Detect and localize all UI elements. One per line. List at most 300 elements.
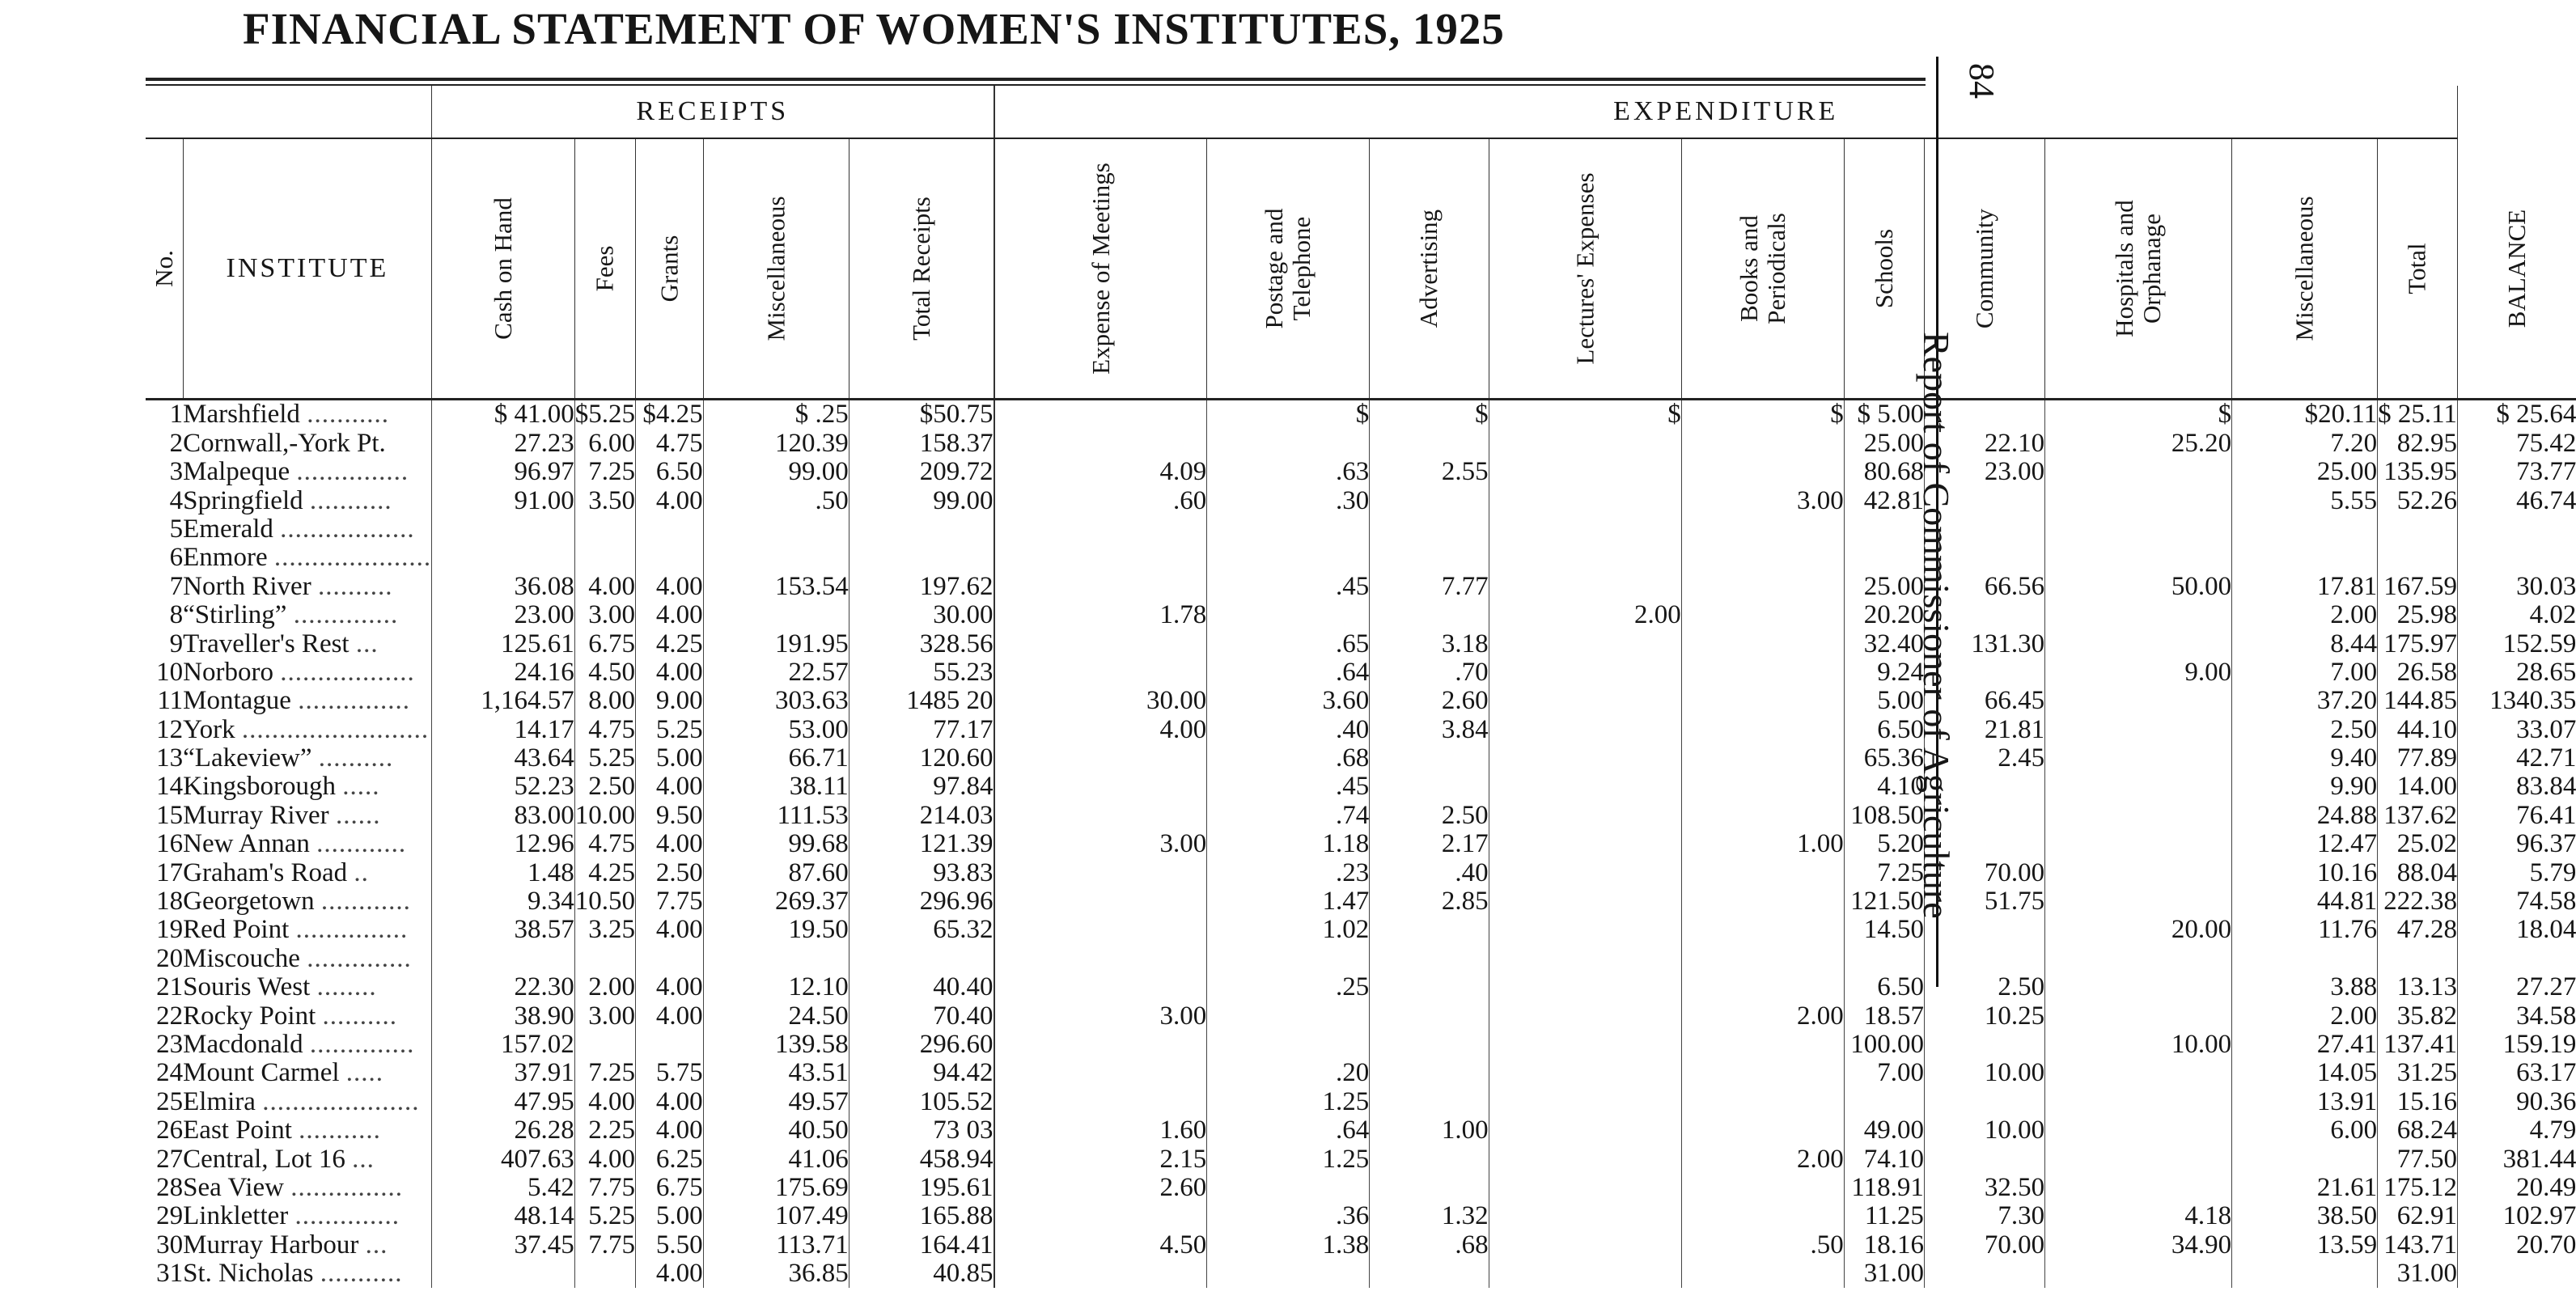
schools-cell: 25.00 xyxy=(1844,429,1924,457)
misc-expenditure-cell: 17.81 xyxy=(2232,572,2378,600)
books-periodicals-cell xyxy=(1681,687,1844,715)
total-expenditure-cell: 88.04 xyxy=(2378,858,2458,887)
expense-of-meetings-cell xyxy=(994,744,1207,773)
row-number: 30 xyxy=(156,1230,184,1260)
total-expenditure-cell: 13.13 xyxy=(2378,973,2458,1001)
grants-cell: 4.00 xyxy=(636,1260,704,1288)
balance-cell: 33.07 xyxy=(2457,715,2576,743)
row-number: 23 xyxy=(156,1029,184,1059)
expense-of-meetings-cell xyxy=(994,629,1207,658)
row-number: 8 xyxy=(169,600,184,630)
col-cash-on-hand: Cash on Hand xyxy=(432,138,575,398)
misc-expenditure-cell: 13.59 xyxy=(2232,1230,2378,1259)
misc-receipts-cell xyxy=(703,544,849,572)
community-cell: 51.75 xyxy=(1924,887,2044,916)
advertising-cell: 3.18 xyxy=(1370,629,1489,658)
institute-name-cell xyxy=(183,1001,431,1030)
leader-dots: .................. xyxy=(280,514,415,544)
misc-receipts-cell: 49.57 xyxy=(703,1087,849,1116)
col-total-receipts: Total Receipts xyxy=(849,138,993,398)
community-cell xyxy=(1924,1087,2044,1116)
misc-receipts-cell: 99.00 xyxy=(703,458,849,486)
expense-of-meetings-cell: 2.60 xyxy=(994,1174,1207,1202)
books-periodicals-cell xyxy=(1681,858,1844,887)
advertising-cell xyxy=(1370,1145,1489,1173)
leader-dots: ............... xyxy=(290,1172,403,1202)
misc-receipts-cell xyxy=(703,601,849,629)
community-cell: 2.50 xyxy=(1924,973,2044,1001)
grants-cell: 4.00 xyxy=(636,1001,704,1030)
misc-expenditure-cell: 12.47 xyxy=(2232,830,2378,858)
total-expenditure-cell: 35.82 xyxy=(2378,1001,2458,1030)
table-row xyxy=(146,429,2576,457)
cash-on-hand-cell: 91.00 xyxy=(432,486,575,514)
advertising-cell: 1.00 xyxy=(1370,1116,1489,1145)
postage-telephone-cell: .74 xyxy=(1207,801,1370,829)
misc-receipts-cell: 66.71 xyxy=(703,744,849,773)
schools-cell: 5.20 xyxy=(1844,830,1924,858)
total-expenditure-cell: 167.59 xyxy=(2378,572,2458,600)
books-periodicals-cell xyxy=(1681,515,1844,544)
expense-of-meetings-cell xyxy=(994,773,1207,801)
col-books-periodicals: Books and Periodicals xyxy=(1681,138,1844,398)
lectures-expenses-cell: 2.00 xyxy=(1489,601,1681,629)
grants-cell: 7.75 xyxy=(636,887,704,916)
total-expenditure-cell xyxy=(2378,515,2458,544)
postage-telephone-cell: 1.18 xyxy=(1207,830,1370,858)
postage-telephone-cell: 3.60 xyxy=(1207,687,1370,715)
misc-expenditure-cell: 10.16 xyxy=(2232,858,2378,887)
hospitals-orphanage-cell xyxy=(2045,544,2232,572)
expense-of-meetings-cell xyxy=(994,944,1207,972)
misc-receipts-cell: 41.06 xyxy=(703,1145,849,1173)
advertising-cell xyxy=(1370,544,1489,572)
fees-cell: 4.00 xyxy=(574,1145,635,1173)
advertising-cell xyxy=(1370,916,1489,944)
institute-name: Rocky Point xyxy=(183,1001,316,1031)
institute-name-cell xyxy=(183,629,431,658)
total-receipts-cell: 70.40 xyxy=(849,1001,993,1030)
table-row xyxy=(146,944,2576,972)
institute-name: Central, Lot 16 xyxy=(183,1144,345,1174)
hospitals-orphanage-cell xyxy=(2045,1145,2232,1173)
col-community: Community xyxy=(1924,138,2044,398)
fees-cell: 7.25 xyxy=(574,458,635,486)
grants-cell: 6.25 xyxy=(636,1145,704,1173)
books-periodicals-cell xyxy=(1681,916,1844,944)
lectures-expenses-cell xyxy=(1489,1202,1681,1230)
leader-dots: ............ xyxy=(320,887,411,917)
balance-cell: 96.37 xyxy=(2457,830,2576,858)
hospitals-orphanage-cell: 25.20 xyxy=(2045,429,2232,457)
table-row xyxy=(146,1260,2576,1288)
grants-cell xyxy=(636,944,704,972)
institute-name: Emerald xyxy=(183,514,273,544)
fees-cell xyxy=(574,544,635,572)
advertising-cell: 7.77 xyxy=(1370,572,1489,600)
misc-expenditure-cell: 9.90 xyxy=(2232,773,2378,801)
lectures-expenses-cell xyxy=(1489,944,1681,972)
misc-expenditure-cell: 24.88 xyxy=(2232,801,2378,829)
books-periodicals-cell xyxy=(1681,1260,1844,1288)
books-periodicals-cell xyxy=(1681,601,1844,629)
community-cell: 10.00 xyxy=(1924,1116,2044,1145)
balance-cell xyxy=(2457,1260,2576,1288)
balance-cell: $ 25.64 xyxy=(2457,400,2576,430)
balance-cell: 4.79 xyxy=(2457,1116,2576,1145)
table-row xyxy=(146,1145,2576,1173)
hospitals-orphanage-cell: 50.00 xyxy=(2045,572,2232,600)
col-no: No. xyxy=(149,250,178,287)
institute-name: Sea View xyxy=(183,1172,284,1202)
fees-cell: $5.25 xyxy=(574,400,636,430)
fees-cell: 4.25 xyxy=(574,858,635,887)
col-misc-receipts: Miscellaneous xyxy=(703,138,849,398)
lectures-expenses-cell xyxy=(1489,429,1681,457)
schools-cell: 5.00 xyxy=(1844,687,1924,715)
misc-expenditure-cell: 2.00 xyxy=(2232,1001,2378,1030)
row-number: 25 xyxy=(156,1086,184,1116)
postage-telephone-cell: .68 xyxy=(1207,744,1370,773)
total-expenditure-cell: 31.25 xyxy=(2378,1059,2458,1087)
advertising-cell xyxy=(1370,773,1489,801)
advertising-cell xyxy=(1370,944,1489,972)
books-periodicals-cell: 1.00 xyxy=(1681,830,1844,858)
institute-name: Springfield xyxy=(183,485,303,515)
expense-of-meetings-cell: 3.00 xyxy=(994,830,1207,858)
advertising-cell: 2.17 xyxy=(1370,830,1489,858)
postage-telephone-cell xyxy=(1207,944,1370,972)
misc-receipts-cell: 269.37 xyxy=(703,887,849,916)
expense-of-meetings-cell xyxy=(994,916,1207,944)
balance-cell: 30.03 xyxy=(2457,572,2576,600)
cash-on-hand-cell xyxy=(432,544,575,572)
misc-expenditure-cell xyxy=(2232,1260,2378,1288)
grants-cell: 4.00 xyxy=(636,973,704,1001)
schools-cell: 7.25 xyxy=(1844,858,1924,887)
institute-name-cell xyxy=(183,486,431,514)
balance-cell: 73.77 xyxy=(2457,458,2576,486)
advertising-cell xyxy=(1370,1087,1489,1116)
expense-of-meetings-cell xyxy=(994,973,1207,1001)
total-receipts-cell: 55.23 xyxy=(849,658,993,687)
row-number: 27 xyxy=(156,1144,184,1174)
row-number: 9 xyxy=(169,629,184,658)
leader-dots: .............. xyxy=(309,1029,415,1059)
hospitals-orphanage-cell xyxy=(2045,973,2232,1001)
expense-of-meetings-cell xyxy=(994,400,1207,430)
expenditure-group-header: EXPENDITURE xyxy=(994,86,2458,138)
institute-name: Montague xyxy=(183,686,291,716)
misc-expenditure-cell: 8.44 xyxy=(2232,629,2378,658)
postage-telephone-cell: .65 xyxy=(1207,629,1370,658)
institute-name-cell xyxy=(183,830,431,858)
advertising-cell: .68 xyxy=(1370,1230,1489,1259)
lectures-expenses-cell xyxy=(1489,1116,1681,1145)
institute-name-cell xyxy=(183,1116,431,1145)
total-receipts-cell: 77.17 xyxy=(849,715,993,743)
community-cell: 66.45 xyxy=(1924,687,2044,715)
total-expenditure-cell: 82.95 xyxy=(2378,429,2458,457)
expense-of-meetings-cell xyxy=(994,858,1207,887)
row-number: 19 xyxy=(156,915,184,945)
row-number: 6 xyxy=(169,543,184,573)
balance-cell xyxy=(2457,544,2576,572)
col-grants: Grants xyxy=(636,138,704,398)
community-cell: 23.00 xyxy=(1924,458,2044,486)
table-row xyxy=(146,458,2576,486)
table-row xyxy=(146,572,2576,600)
balance-cell: 381.44 xyxy=(2457,1145,2576,1173)
lectures-expenses-cell xyxy=(1489,801,1681,829)
col-lectures-expenses: Lectures' Expenses xyxy=(1489,138,1681,398)
leader-dots: ........... xyxy=(320,1259,403,1289)
leader-dots: ..................... xyxy=(273,543,432,573)
cash-on-hand-cell: 83.00 xyxy=(432,801,575,829)
row-number: 10 xyxy=(156,657,184,687)
books-periodicals-cell xyxy=(1681,1202,1844,1230)
institute-name: Kingsborough xyxy=(183,772,336,802)
cash-on-hand-cell: 36.08 xyxy=(432,572,575,600)
institute-name: Cornwall,-York Pt. xyxy=(183,428,386,458)
total-expenditure-cell: 52.26 xyxy=(2378,486,2458,514)
misc-receipts-cell: 191.95 xyxy=(703,629,849,658)
leader-dots: ... xyxy=(365,1230,388,1260)
postage-telephone-cell: .20 xyxy=(1207,1059,1370,1087)
institute-name: Miscouche xyxy=(183,943,300,973)
total-receipts-cell: 73 03 xyxy=(849,1116,993,1145)
table-row xyxy=(146,658,2576,687)
misc-receipts-cell: 19.50 xyxy=(703,916,849,944)
lectures-expenses-cell xyxy=(1489,744,1681,773)
advertising-cell xyxy=(1370,1260,1489,1288)
fees-cell: 2.00 xyxy=(574,973,635,1001)
misc-expenditure-cell: 27.41 xyxy=(2232,1031,2378,1059)
institute-name-cell xyxy=(183,515,431,544)
total-receipts-cell: 120.60 xyxy=(849,744,993,773)
hospitals-orphanage-cell xyxy=(2045,715,2232,743)
misc-receipts-cell: 120.39 xyxy=(703,429,849,457)
misc-receipts-cell: 153.54 xyxy=(703,572,849,600)
expense-of-meetings-cell: 4.00 xyxy=(994,715,1207,743)
postage-telephone-cell xyxy=(1207,1001,1370,1030)
cash-on-hand-cell: 43.64 xyxy=(432,744,575,773)
hospitals-orphanage-cell xyxy=(2045,830,2232,858)
institute-name: Graham's Road xyxy=(183,857,348,887)
misc-receipts-cell xyxy=(703,515,849,544)
total-expenditure-cell: 62.91 xyxy=(2378,1202,2458,1230)
table-row xyxy=(146,400,2576,430)
total-expenditure-cell: 25.02 xyxy=(2378,830,2458,858)
schools-cell: 65.36 xyxy=(1844,744,1924,773)
col-misc-expenditure: Miscellaneous xyxy=(2232,138,2378,398)
lectures-expenses-cell xyxy=(1489,629,1681,658)
hospitals-orphanage-cell xyxy=(2045,601,2232,629)
institute-name-cell xyxy=(183,1031,431,1059)
total-receipts-cell: 195.61 xyxy=(849,1174,993,1202)
fees-cell: 7.75 xyxy=(574,1174,635,1202)
community-cell: 7.30 xyxy=(1924,1202,2044,1230)
table-row xyxy=(146,1174,2576,1202)
hospitals-orphanage-cell xyxy=(2045,887,2232,916)
fees-cell: 8.00 xyxy=(574,687,635,715)
hospitals-orphanage-cell xyxy=(2045,1174,2232,1202)
expense-of-meetings-cell xyxy=(994,801,1207,829)
leader-dots: .......... xyxy=(322,1001,397,1031)
total-receipts-cell: 94.42 xyxy=(849,1059,993,1087)
advertising-cell: .40 xyxy=(1370,858,1489,887)
table-row xyxy=(146,773,2576,801)
table-row xyxy=(146,973,2576,1001)
balance-cell: 102.97 xyxy=(2457,1202,2576,1230)
institute-name-cell xyxy=(183,400,431,430)
col-schools: Schools xyxy=(1844,138,1924,398)
institute-name-cell xyxy=(183,801,431,829)
postage-telephone-cell: 1.25 xyxy=(1207,1087,1370,1116)
grants-cell: 2.50 xyxy=(636,858,704,887)
lectures-expenses-cell xyxy=(1489,916,1681,944)
balance-cell: 20.49 xyxy=(2457,1174,2576,1202)
misc-expenditure-cell: 2.00 xyxy=(2232,601,2378,629)
community-cell: 131.30 xyxy=(1924,629,2044,658)
hospitals-orphanage-cell xyxy=(2045,1116,2232,1145)
books-periodicals-cell xyxy=(1681,887,1844,916)
balance-cell: 74.58 xyxy=(2457,887,2576,916)
schools-cell: 42.81 xyxy=(1844,486,1924,514)
col-hospitals-orphanage: Hospitals and Orphanage xyxy=(2045,138,2232,398)
row-number: 4 xyxy=(169,485,184,515)
fees-cell: 4.75 xyxy=(574,715,635,743)
hospitals-orphanage-cell xyxy=(2045,486,2232,514)
cash-on-hand-cell: 38.90 xyxy=(432,1001,575,1030)
postage-telephone-cell: 1.47 xyxy=(1207,887,1370,916)
total-expenditure-cell: 31.00 xyxy=(2378,1260,2458,1288)
total-expenditure-cell: 137.41 xyxy=(2378,1031,2458,1059)
hospitals-orphanage-cell: 20.00 xyxy=(2045,916,2232,944)
total-receipts-cell: 296.60 xyxy=(849,1031,993,1059)
total-expenditure-cell: 47.28 xyxy=(2378,916,2458,944)
institute-name: Mount Carmel xyxy=(183,1058,340,1088)
grants-cell: 9.00 xyxy=(636,687,704,715)
leader-dots: ........... xyxy=(307,400,389,430)
institute-name: Elmira xyxy=(183,1086,256,1116)
total-expenditure-cell: 44.10 xyxy=(2378,715,2458,743)
total-receipts-cell: 165.88 xyxy=(849,1202,993,1230)
books-periodicals-cell xyxy=(1681,973,1844,1001)
fees-cell xyxy=(574,1260,635,1288)
cash-on-hand-cell: 1,164.57 xyxy=(432,687,575,715)
hospitals-orphanage-cell: 9.00 xyxy=(2045,658,2232,687)
grants-cell: 4.75 xyxy=(636,429,704,457)
schools-cell: 18.16 xyxy=(1844,1230,1924,1259)
schools-cell: 108.50 xyxy=(1844,801,1924,829)
table-row xyxy=(146,858,2576,887)
institute-name-cell xyxy=(183,973,431,1001)
grants-cell: 4.00 xyxy=(636,773,704,801)
cash-on-hand-cell xyxy=(432,944,575,972)
grants-cell: $4.25 xyxy=(636,400,704,430)
grants-cell: 5.25 xyxy=(636,715,704,743)
institute-name: “Stirling” xyxy=(183,600,287,630)
leader-dots: .................. xyxy=(280,657,415,687)
grants-cell: 4.00 xyxy=(636,830,704,858)
cash-on-hand-cell: 96.97 xyxy=(432,458,575,486)
expense-of-meetings-cell xyxy=(994,572,1207,600)
grants-cell: 5.00 xyxy=(636,1202,704,1230)
schools-cell xyxy=(1844,1087,1924,1116)
grants-cell: 9.50 xyxy=(636,801,704,829)
total-receipts-cell xyxy=(849,544,993,572)
cash-on-hand-cell: 26.28 xyxy=(432,1116,575,1145)
balance-cell: 20.70 xyxy=(2457,1230,2576,1259)
misc-expenditure-cell: 2.50 xyxy=(2232,715,2378,743)
community-cell xyxy=(1924,1260,2044,1288)
books-periodicals-cell: .50 xyxy=(1681,1230,1844,1259)
advertising-cell xyxy=(1370,515,1489,544)
postage-telephone-cell: .36 xyxy=(1207,1202,1370,1230)
schools-cell: 74.10 xyxy=(1844,1145,1924,1173)
institute-name: East Point xyxy=(183,1116,292,1145)
total-expenditure-cell: 175.97 xyxy=(2378,629,2458,658)
advertising-cell: 3.84 xyxy=(1370,715,1489,743)
advertising-cell xyxy=(1370,1001,1489,1030)
total-expenditure-cell: 222.38 xyxy=(2378,887,2458,916)
top-rule-thick xyxy=(146,78,1926,81)
institute-name: Murray River xyxy=(183,800,329,830)
expense-of-meetings-cell xyxy=(994,1087,1207,1116)
institute-name: Marshfield xyxy=(183,400,300,430)
cash-on-hand-cell: 14.17 xyxy=(432,715,575,743)
balance-cell: 42.71 xyxy=(2457,744,2576,773)
leader-dots: ............ xyxy=(316,829,407,859)
total-receipts-cell: 99.00 xyxy=(849,486,993,514)
misc-expenditure-cell: 13.91 xyxy=(2232,1087,2378,1116)
postage-telephone-cell: 1.38 xyxy=(1207,1230,1370,1259)
balance-cell: 83.84 xyxy=(2457,773,2576,801)
row-number: 17 xyxy=(156,857,184,887)
misc-expenditure-cell: 7.20 xyxy=(2232,429,2378,457)
books-periodicals-cell xyxy=(1681,715,1844,743)
fees-cell: 5.25 xyxy=(574,744,635,773)
postage-telephone-cell: .64 xyxy=(1207,1116,1370,1145)
grants-cell: 4.00 xyxy=(636,916,704,944)
misc-expenditure-cell: 7.00 xyxy=(2232,658,2378,687)
leader-dots: ..... xyxy=(342,772,380,802)
cash-on-hand-cell: 22.30 xyxy=(432,973,575,1001)
advertising-cell xyxy=(1370,601,1489,629)
lectures-expenses-cell xyxy=(1489,973,1681,1001)
total-expenditure-cell xyxy=(2378,544,2458,572)
institute-name-cell xyxy=(183,658,431,687)
lectures-expenses-cell xyxy=(1489,1087,1681,1116)
institute-name-cell xyxy=(183,744,431,773)
hospitals-orphanage-cell xyxy=(2045,515,2232,544)
total-receipts-cell: 30.00 xyxy=(849,601,993,629)
row-number: 2 xyxy=(169,428,184,458)
books-periodicals-cell xyxy=(1681,773,1844,801)
institute-name: Georgetown xyxy=(183,887,315,917)
postage-telephone-cell xyxy=(1207,601,1370,629)
postage-telephone-cell: .40 xyxy=(1207,715,1370,743)
misc-receipts-cell: 53.00 xyxy=(703,715,849,743)
balance-cell: 46.74 xyxy=(2457,486,2576,514)
misc-receipts-cell: 99.68 xyxy=(703,830,849,858)
balance-cell xyxy=(2457,944,2576,972)
schools-cell: 14.50 xyxy=(1844,916,1924,944)
cash-on-hand-cell: 24.16 xyxy=(432,658,575,687)
leader-dots: .......... xyxy=(317,571,393,601)
institute-name: North River xyxy=(183,571,311,601)
